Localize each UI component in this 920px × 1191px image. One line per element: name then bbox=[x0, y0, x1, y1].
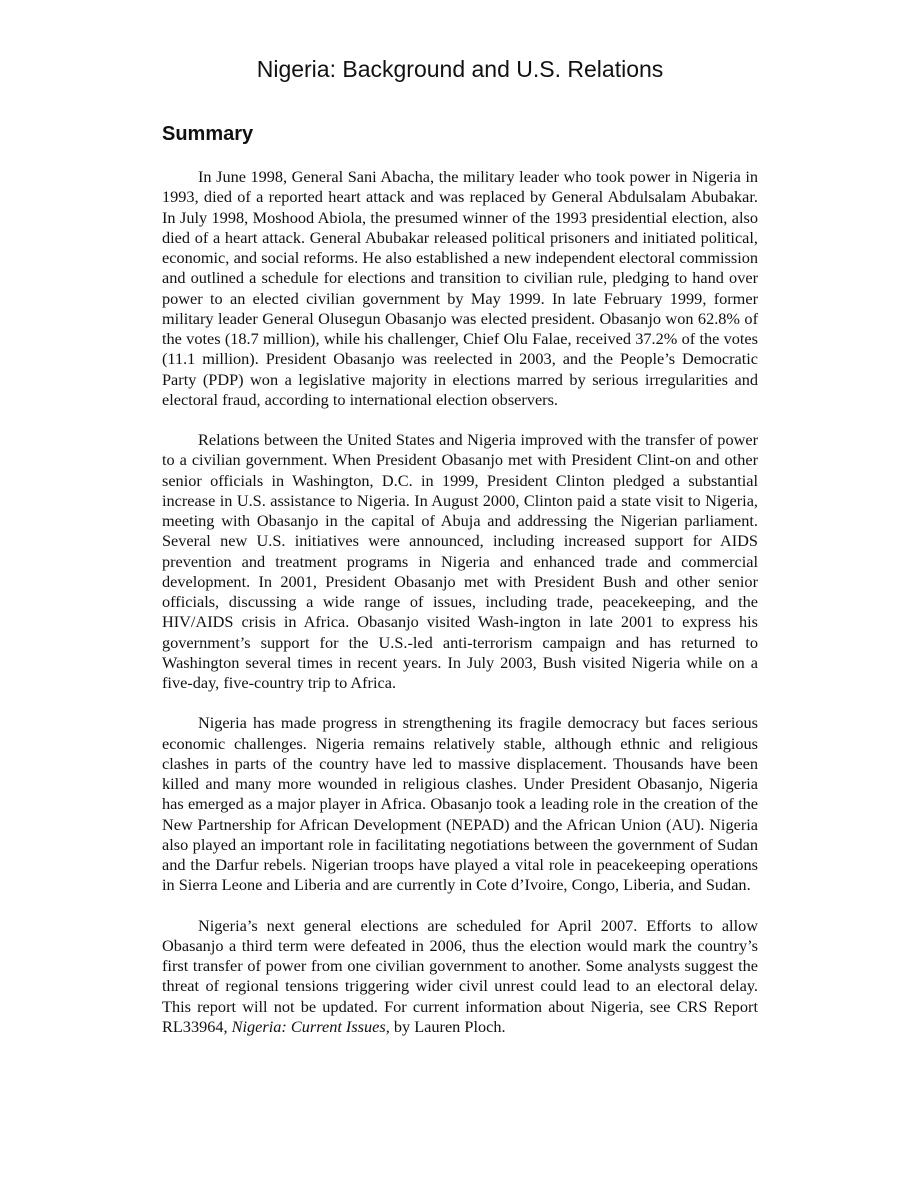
paragraph-2007-elections bbox=[162, 916, 758, 1038]
report-title-citation: Nigeria: Current Issues bbox=[231, 1016, 386, 1036]
paragraph-text-before: Nigeria’s next general elections are scheduled for April 2007. Efforts to allow Obasanjo a third term were defeated in 2006, thus the election would mark the country’s first transfer of power from one civilian government to another. Some analysts suggest the threat of regional tensions triggering wider civil unrest could lead to an electoral delay. This report will not be updated. For current information about Nigeria, see CRS Report RL33964, bbox=[162, 915, 758, 1036]
paragraph-democracy-progress: Nigeria has made progress in strengthening its fragile democracy but faces serious economic challenges. Nigeria remains relatively stable, although ethnic and religious clashes in parts of the country have led to massive displacement. Thousands have been killed and many more wounded in religious clashes. Under President Obasanjo, Nigeria has emerged as a major player in Africa. Obasanjo took a leading role in the creation of the New Partnership for African Development (NEPAD) and the African Union (AU). Nigeria also played an important role in facilitating negotiations between the government of Sudan and the Darfur rebels. Nigerian troops have played a vital role in peacekeeping operations in Sierra Leone and Liberia and are currently in Cote d’Ivoire, Congo, Liberia, and Sudan. bbox=[162, 713, 758, 895]
summary-body bbox=[162, 167, 758, 1057]
document-title: Nigeria: Background and U.S. Relations bbox=[256, 56, 664, 82]
paragraph-text-after: , by Lauren Ploch. bbox=[385, 1016, 506, 1036]
paragraph-abacha-transition: In June 1998, General Sani Abacha, the military leader who took power in Nigeria in 1993, died of a reported heart attack and was replaced by General Abdulsalam Abubakar. In July 1998, Moshood Abiola, the presumed winner of the 1993 presidential election, also died of a heart attack. General Abubakar released political prisoners and initiated political, economic, and social reforms. He also established a new independent electoral commission and outlined a schedule for elections and transition to civilian rule, pledging to hand over power to an elected civilian government by May 1999. In late February 1999, former military leader General Olusegun Obasanjo was elected president. Obasanjo won 62.8% of the votes (18.7 million), while his challenger, Chief Olu Falae, received 37.2% of the votes (11.1 million). President Obasanjo was reelected in 2003, and the People’s Democratic Party (PDP) won a legislative majority in elections marred by serious irregularities and electoral fraud, according to international election observers. bbox=[162, 167, 758, 409]
section-heading-summary: Summary bbox=[162, 123, 254, 145]
paragraph-us-relations: Relations between the United States and Nigeria improved with the transfer of power to a civilian government. When President Obasanjo met with President Clint-on and other senior officials in Washington, D.C. in 1999, President Clinton pledged a substantial increase in U.S. assistance to Nigeria. In August 2000, Clinton paid a state visit to Nigeria, meeting with Obasanjo in the capital of Abuja and addressing the Nigerian parliament. Several new U.S. initiatives were announced, including increased support for AIDS prevention and treatment programs in Nigeria and enhanced trade and commercial development. In 2001, President Obasanjo met with President Bush and other senior officials, discussing a wide range of issues, including trade, peacekeeping, and the HIV/AIDS crisis in Africa. Obasanjo visited Wash-ington in late 2001 to express his government’s support for the U.S.-led anti-terrorism campaign and has returned to Washington several times in recent years. In July 2003, Bush visited Nigeria while on a five-day, five-country trip to Africa. bbox=[162, 430, 758, 692]
